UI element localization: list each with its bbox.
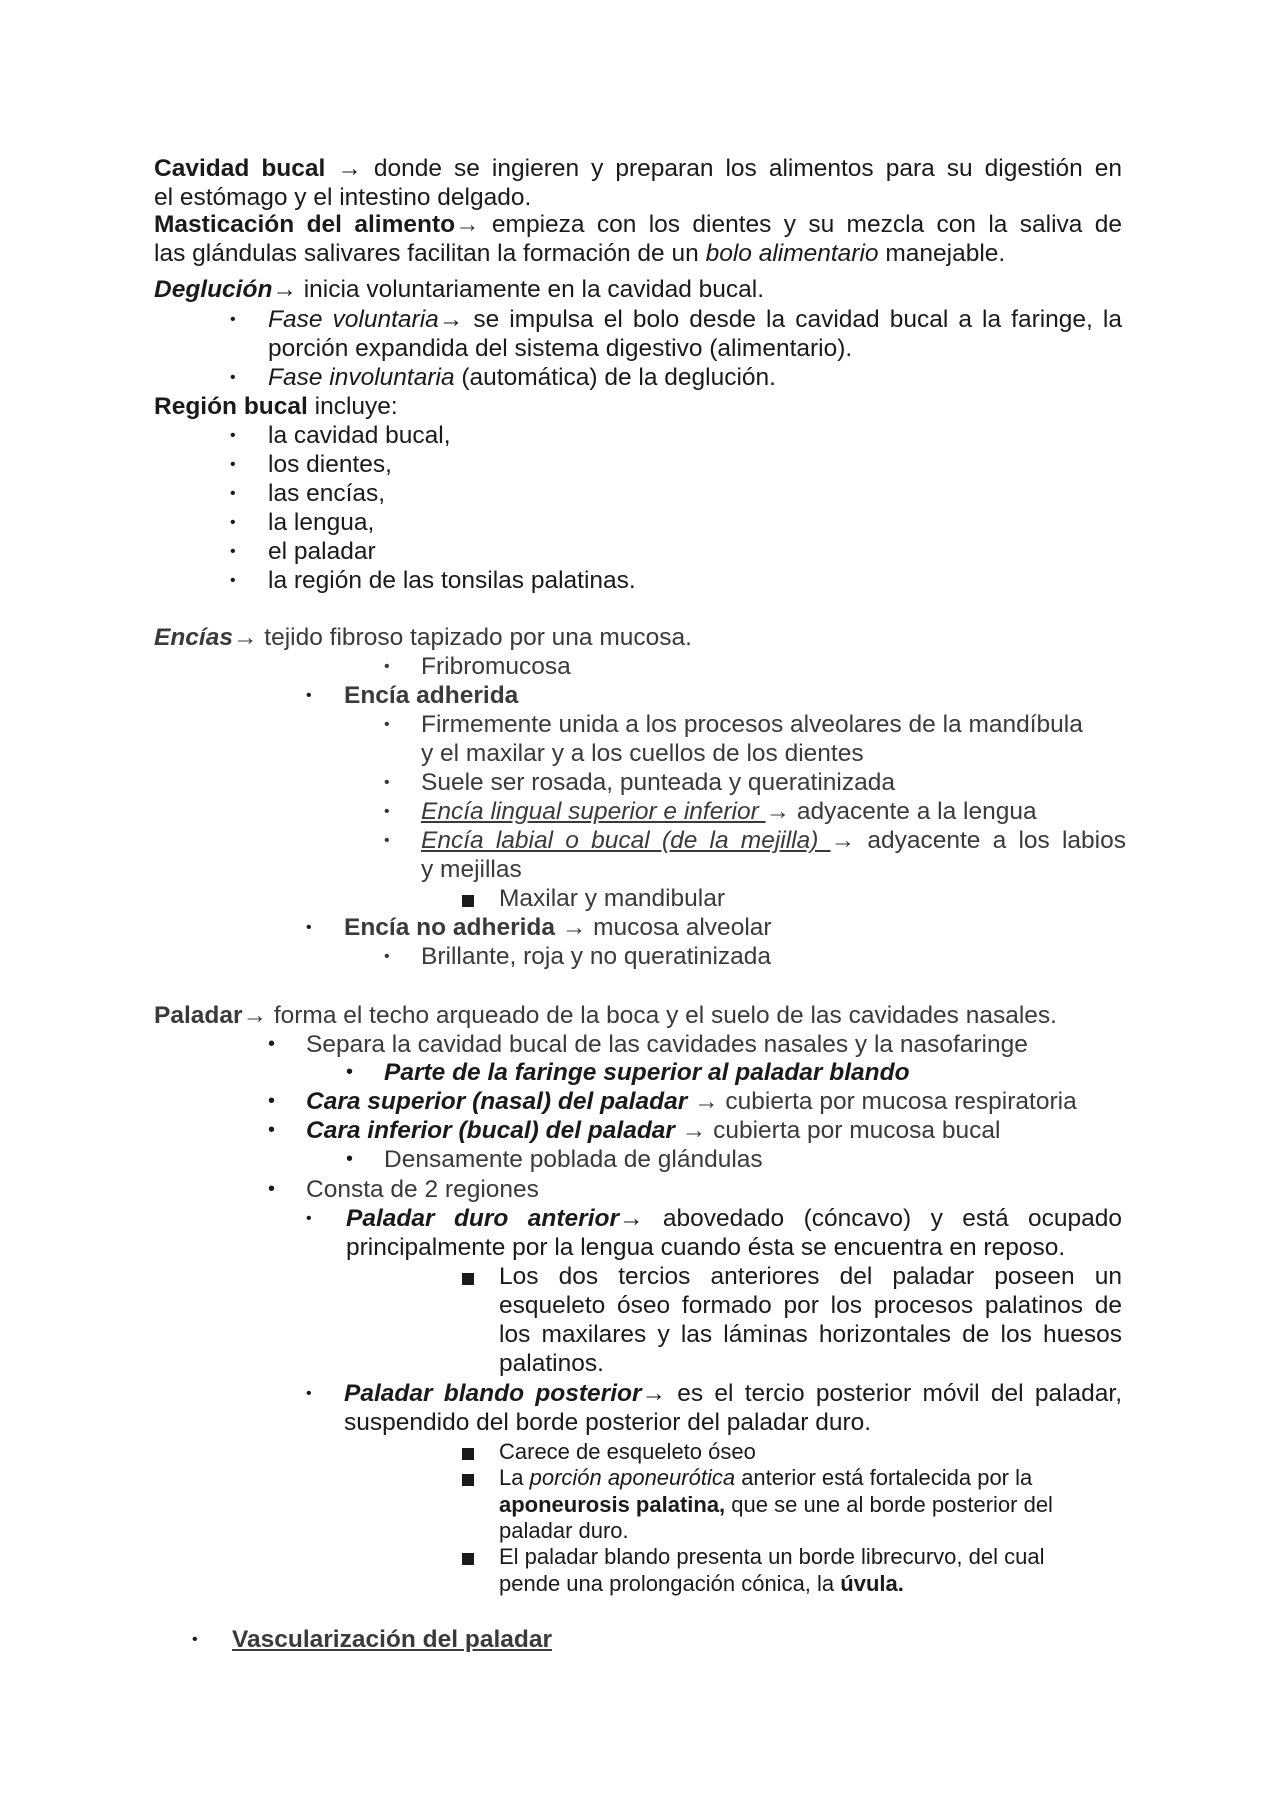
bullet-icon: • [268,1178,276,1200]
bullet-icon: • [346,1148,354,1170]
adherida-item-3 [421,797,1037,826]
bullet-icon: • [268,1033,276,1055]
square-bullet-icon [462,895,474,907]
consta: Consta de 2 regiones [306,1176,539,1203]
encia-lingual-text: adyacente a la lengua [790,798,1037,825]
encia-adherida: Encía adherida [344,682,519,709]
bullet-icon: • [384,774,390,791]
cavidad-text-2: el estómago y el intestino delgado. [154,184,532,211]
bullet-icon: • [230,543,236,560]
aponeurosis-palatina: aponeurosis palatina, [499,1492,726,1517]
blando-sub-3: El paladar blando presenta un borde librecurvo, del cual [499,1544,1045,1569]
paladar-parte: Parte de la faringe superior al paladar blando [384,1059,910,1086]
region-bucal-line [154,392,398,421]
paladar-duro-text: abovedado (cóncavo) y está ocupado [643,1205,1122,1232]
arrow-icon: → [438,306,464,333]
arrow-icon: → [561,914,587,941]
cara-superior-term: Cara superior (nasal) del paladar [306,1088,695,1115]
blando-sub-2c: anterior está fortalecida por la [735,1465,1033,1490]
cara-superior-line [306,1087,1077,1116]
bullet-icon: • [230,427,236,444]
region-item: el paladar [268,538,376,565]
region-item: la región de las tonsilas palatinas. [268,567,636,594]
cavidad-text: donde se ingieren y preparan los alimentos para su digestión en [361,155,1122,182]
paladar-blando-text: es el tercio posterior móvil del paladar, [666,1380,1123,1407]
fase-involuntaria-term: Fase involuntaria [268,364,455,391]
blando-sub-2-line-2 [499,1490,1053,1519]
bullet-icon: • [384,803,390,820]
blando-sub-2a: La [499,1465,530,1490]
fase-voluntaria-line-2 [268,334,852,363]
encia-labial-text: adyacente a los labios [855,827,1126,854]
paladar-blando-line [344,1379,1122,1408]
paladar-blando-term: Paladar blando posterior [344,1380,642,1407]
square-bullet-icon [462,1448,474,1460]
blando-sub-3-line-2 [499,1569,904,1598]
bullet-icon: • [230,572,236,589]
paladar-term: Paladar [154,1002,243,1029]
arrow-icon: → [765,798,791,825]
vascularizacion-heading: Vascularización del paladar [232,1626,553,1653]
duro-sub-4: palatinos. [499,1350,604,1377]
paladar-duro-line-2: principalmente por la lengua cuando ésta se encuentra en reposo. [346,1234,1066,1261]
paladar-duro-term: Paladar duro anterior [346,1205,620,1232]
bullet-icon: • [384,948,390,965]
porcion-aponeurotica: porción aponeurótica [529,1465,736,1490]
fase-involuntaria-line [268,363,776,392]
arrow-icon: → [455,211,480,238]
arrow-icon: → [681,1117,707,1144]
region-item: las encías, [268,480,386,507]
encia-no-adherida: Encía no adherida [344,914,562,941]
arrow-icon: → [694,1088,719,1115]
arrow-icon: → [242,1002,268,1029]
bullet-icon: • [306,1385,312,1402]
bullet-icon: • [384,658,390,675]
cara-inferior-term: Cara inferior (bucal) del paladar [306,1117,682,1144]
no-adherida-item: Brillante, roja y no queratinizada [421,943,772,970]
region-bucal-text: incluye: [307,393,398,420]
cara-superior-text: cubierta por mucosa respiratoria [718,1088,1077,1115]
region-bucal-term: Región bucal [154,393,308,420]
adherida-item-1b: y el maxilar y a los cuellos de los dientes [421,740,864,767]
region-item: la lengua, [268,509,375,536]
cavidad-bucal-line [154,154,1122,183]
adherida-item-5: Maxilar y mandibular [499,885,726,912]
bullet-icon: • [230,514,236,531]
paladar-line [154,1001,1057,1030]
paladar-duro-line [346,1204,1122,1233]
fase-voluntaria-line [268,305,1122,334]
cavidad-bucal-line-2 [154,183,531,212]
deglucion-text: inicia voluntariamente en la cavidad bucal. [296,276,765,303]
cavidad-bucal-term: Cavidad bucal [154,155,326,182]
masticacion-text: empieza con los dientes y su mezcla con la saliva de [479,211,1122,238]
duro-sub-3: los maxilares y las láminas horizontales de los huesos [499,1321,1122,1348]
square-bullet-icon [462,1553,474,1565]
blando-sub-2e: que se une al borde posterior del [725,1492,1053,1517]
fase-voluntaria-text-2: porción expandida del sistema digestivo (alimentario). [268,335,853,362]
bullet-icon: • [384,832,390,849]
deglucion-term: Deglución [154,276,273,303]
duro-sub-1: Los dos tercios anteriores del paladar poseen un [499,1263,1122,1290]
masticacion-line [154,210,1122,239]
deglucion-line [154,275,764,304]
bullet-icon: • [346,1061,354,1083]
arrow-icon: → [337,155,362,182]
fase-involuntaria-text: (automática) de la deglución. [454,364,776,391]
blando-sub-3b: pende una prolongación cónica, la [499,1571,841,1596]
fase-voluntaria-term: Fase voluntaria [268,306,439,333]
fibromucosa: Fribromucosa [421,653,571,680]
adherida-item-4b: y mejillas [421,856,522,883]
bullet-icon: • [230,456,236,473]
fase-voluntaria-text: se impulsa el bolo desde la cavidad bucal a la faringe, la [463,306,1122,333]
masticacion-line-2 [154,239,1005,268]
bullet-icon: • [306,1210,312,1227]
cara-inferior-line [306,1116,1000,1145]
bullet-icon: • [192,1631,198,1648]
bullet-icon: • [268,1119,276,1141]
square-bullet-icon [462,1474,474,1486]
bullet-icon: • [230,311,236,328]
encia-lingual-term: Encía lingual superior e inferior [421,798,766,825]
bullet-icon: • [230,485,236,502]
densamente: Densamente poblada de glándulas [384,1146,763,1173]
arrow-icon: → [830,827,856,854]
adherida-item-4 [421,826,1126,855]
adherida-item-2: Suele ser rosada, punteada y queratinizada [421,769,895,796]
encia-labial-term: Encía labial o bucal (de la mejilla) [421,827,831,854]
region-item: la cavidad bucal, [268,422,451,449]
bullet-icon: • [306,919,312,936]
cara-inferior-text: cubierta por mucosa bucal [706,1117,1001,1144]
paladar-blando-line-2: suspendido del borde posterior del paladar duro. [344,1409,872,1436]
square-bullet-icon [462,1273,474,1285]
bullet-icon: • [230,369,236,386]
encia-no-adherida-text: mucosa alveolar [586,914,772,941]
arrow-icon: → [619,1205,644,1232]
masticacion-text-2c: manejable. [878,240,1006,267]
encias-line [154,623,692,652]
arrow-icon: → [641,1380,667,1407]
adherida-item-1: Firmemente unida a los procesos alveolares de la mandíbula [421,711,1083,738]
encia-no-adherida-line [344,913,772,942]
arrow-icon: → [233,624,258,651]
bullet-icon: • [268,1090,276,1112]
bullet-icon: • [306,687,312,704]
paladar-separa: Separa la cavidad bucal de las cavidades nasales y la nasofaringe [306,1031,1028,1058]
encias-text: tejido fibroso tapizado por una mucosa. [257,624,692,651]
duro-sub-2: esqueleto óseo formado por los procesos palatinos de [499,1292,1122,1319]
masticacion-text-2a: las glándulas salivares facilitan la formación de un [154,240,706,267]
blando-sub-1: Carece de esqueleto óseo [499,1439,756,1464]
blando-sub-2-line-3: paladar duro. [499,1518,629,1543]
masticacion-term: Masticación del alimento [154,211,456,238]
paladar-text: forma el techo arqueado de la boca y el suelo de las cavidades nasales. [267,1002,1057,1029]
arrow-icon: → [272,276,297,303]
region-item: los dientes, [268,451,392,478]
bolo-alimentario: bolo alimentario [705,240,879,267]
encias-term: Encías [154,624,233,651]
blando-sub-2 [499,1463,1032,1492]
bullet-icon: • [384,716,390,733]
uvula: úvula. [840,1571,904,1596]
